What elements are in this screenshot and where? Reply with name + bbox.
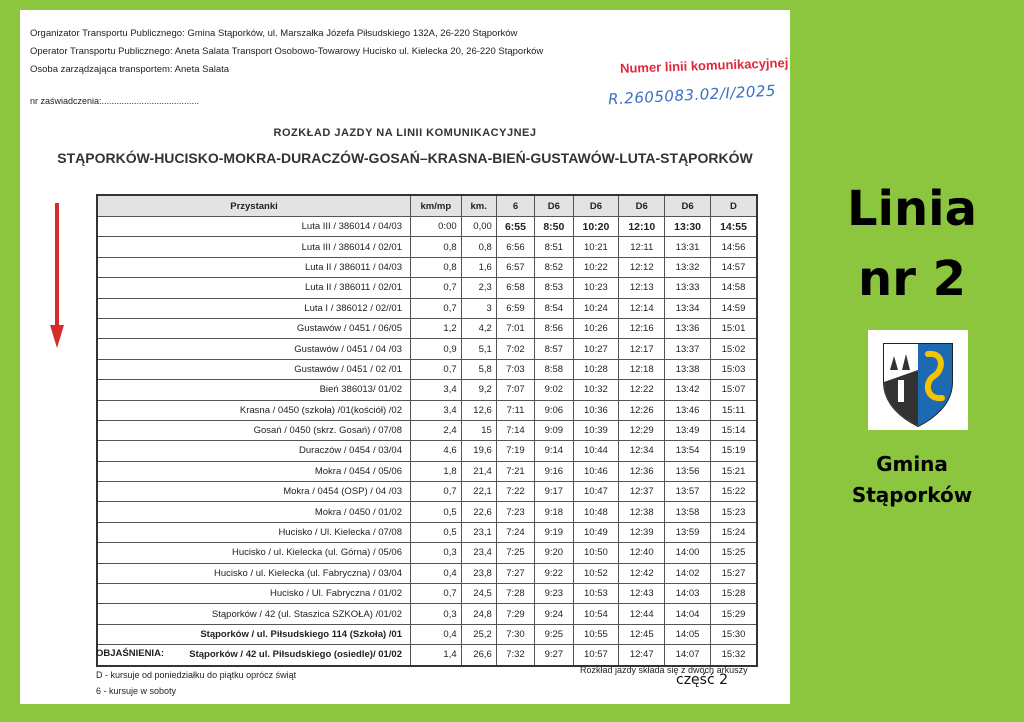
departure-time-cell: 12:42 (619, 563, 665, 583)
departure-time-cell: 15:01 (710, 318, 757, 338)
column-header: D6 (573, 195, 619, 217)
departure-time-cell: 9:18 (535, 502, 573, 522)
departure-time-cell: 10:26 (573, 318, 619, 338)
departure-time-cell: 6:57 (496, 257, 534, 277)
km-total-cell: 22,6 (461, 502, 496, 522)
km-between-cell: 1,8 (411, 461, 462, 481)
departure-time-cell: 7:32 (496, 645, 534, 666)
departure-time-cell: 8:56 (535, 318, 573, 338)
departure-time-cell: 12:10 (619, 217, 665, 237)
departure-time-cell: 13:54 (665, 441, 711, 461)
stop-name-cell: Hucisko / ul. Kielecka (ul. Fabryczna) / 03/04 (97, 563, 411, 583)
km-between-cell: 0,5 (411, 522, 462, 542)
municipality-label: Gmina (876, 452, 948, 476)
departure-time-cell: 10:46 (573, 461, 619, 481)
departure-time-cell: 10:20 (573, 217, 619, 237)
departure-time-cell: 9:06 (535, 400, 573, 420)
departure-time-cell: 10:23 (573, 278, 619, 298)
departure-time-cell: 15:32 (710, 645, 757, 666)
departure-time-cell: 15:03 (710, 359, 757, 379)
departure-time-cell: 14:56 (710, 237, 757, 257)
km-total-cell: 0,8 (461, 237, 496, 257)
km-between-cell: 0,7 (411, 359, 462, 379)
part-label: część 2 (676, 672, 729, 688)
route-title: STĄPORKÓW-HUCISKO-MOKRA-DURACZÓW-GOSAŃ–KRASNA-BIEŃ-GUSTAWÓW-LUTA-STĄPORKÓW (57, 150, 753, 166)
km-between-cell: 3,4 (411, 380, 462, 400)
departure-time-cell: 14:03 (665, 584, 711, 604)
column-header: D6 (665, 195, 711, 217)
km-total-cell: 25,2 (461, 624, 496, 644)
table-row (97, 278, 757, 298)
km-total-cell: 23,8 (461, 563, 496, 583)
stop-name-cell: Mokra / 0454 / 05/06 (97, 461, 411, 481)
departure-time-cell: 13:34 (665, 298, 711, 318)
departure-time-cell: 13:58 (665, 502, 711, 522)
table-row (97, 502, 757, 522)
km-between-cell: 0,7 (411, 278, 462, 298)
km-between-cell: 0:00 (411, 217, 462, 237)
table-row (97, 563, 757, 583)
certificate-number-line: nr zaświadczenia:....................................... (30, 96, 200, 106)
km-between-cell: 0,8 (411, 257, 462, 277)
stop-name-cell: Mokra / 0454 (OSP) / 04 /03 (97, 482, 411, 502)
departure-time-cell: 12:12 (619, 257, 665, 277)
departure-time-cell: 9:25 (535, 624, 573, 644)
stop-name-cell: Stąporków / ul. Piłsudskiego 114 (Szkoła) /01 (97, 624, 411, 644)
stop-name-cell: Luta I / 386012 / 02//01 (97, 298, 411, 318)
departure-time-cell: 12:16 (619, 318, 665, 338)
table-row (97, 522, 757, 542)
table-row (97, 217, 757, 237)
departure-time-cell: 15:25 (710, 543, 757, 563)
table-row (97, 380, 757, 400)
stop-name-cell: Stąporków / 42 (ul. Staszica SZKOŁA) /01/02 (97, 604, 411, 624)
direction-arrow-icon (50, 203, 64, 348)
table-row (97, 604, 757, 624)
departure-time-cell: 9:27 (535, 645, 573, 666)
km-between-cell: 0,7 (411, 298, 462, 318)
departure-time-cell: 7:30 (496, 624, 534, 644)
departure-time-cell: 10:44 (573, 441, 619, 461)
departure-time-cell: 14:00 (665, 543, 711, 563)
stop-name-cell: Gosań / 0450 (skrz. Gosań) / 07/08 (97, 420, 411, 440)
table-row (97, 339, 757, 359)
km-total-cell: 12,6 (461, 400, 496, 420)
km-between-cell: 0,3 (411, 543, 462, 563)
departure-time-cell: 10:49 (573, 522, 619, 542)
km-between-cell: 0,4 (411, 624, 462, 644)
departure-time-cell: 7:23 (496, 502, 534, 522)
km-between-cell: 1,2 (411, 318, 462, 338)
km-total-cell: 24,8 (461, 604, 496, 624)
departure-time-cell: 12:26 (619, 400, 665, 420)
table-row (97, 441, 757, 461)
km-total-cell: 15 (461, 420, 496, 440)
departure-time-cell: 8:54 (535, 298, 573, 318)
km-total-cell: 23,4 (461, 543, 496, 563)
departure-time-cell: 10:32 (573, 380, 619, 400)
km-total-cell: 22,1 (461, 482, 496, 502)
table-row (97, 400, 757, 420)
organizer-line: Organizator Transportu Publicznego: Gmina Stąporków, ul. Marszałka Józefa Piłsudskiego 132A, 26-220 Stąporków (30, 28, 518, 39)
departure-time-cell: 15:27 (710, 563, 757, 583)
departure-time-cell: 12:47 (619, 645, 665, 666)
departure-time-cell: 13:57 (665, 482, 711, 502)
table-row (97, 584, 757, 604)
departure-time-cell: 15:30 (710, 624, 757, 644)
departure-time-cell: 13:33 (665, 278, 711, 298)
stop-name-cell: Luta III / 386014 / 02/01 (97, 237, 411, 257)
departure-time-cell: 8:51 (535, 237, 573, 257)
departure-time-cell: 10:50 (573, 543, 619, 563)
departure-time-cell: 13:42 (665, 380, 711, 400)
table-row (97, 359, 757, 379)
table-row (97, 645, 757, 666)
timetable-title: ROZKŁAD JAZDY NA LINII KOMUNIKACYJNEJ (273, 127, 537, 139)
stop-name-cell: Hucisko / Ul. Kielecka / 07/08 (97, 522, 411, 542)
departure-time-cell: 9:17 (535, 482, 573, 502)
departure-time-cell: 15:21 (710, 461, 757, 481)
departure-time-cell: 15:29 (710, 604, 757, 624)
departure-time-cell: 10:48 (573, 502, 619, 522)
line-number: nr 2 (858, 251, 966, 307)
departure-time-cell: 10:54 (573, 604, 619, 624)
departure-time-cell: 7:25 (496, 543, 534, 563)
stop-name-cell: Stąporków / 42 ul. Piłsudskiego (osiedle)/ 01/02 (97, 645, 411, 666)
departure-time-cell: 9:23 (535, 584, 573, 604)
km-between-cell: 2,4 (411, 420, 462, 440)
km-total-cell: 3 (461, 298, 496, 318)
departure-time-cell: 9:20 (535, 543, 573, 563)
table-row (97, 461, 757, 481)
stop-name-cell: Duraczów / 0454 / 03/04 (97, 441, 411, 461)
departure-time-cell: 15:11 (710, 400, 757, 420)
departure-time-cell: 7:02 (496, 339, 534, 359)
municipality-name: Stąporków (851, 483, 973, 507)
departure-time-cell: 14:55 (710, 217, 757, 237)
table-row (97, 318, 757, 338)
departure-time-cell: 12:43 (619, 584, 665, 604)
km-total-cell: 4,2 (461, 318, 496, 338)
departure-time-cell: 8:53 (535, 278, 573, 298)
explanation-d: D - kursuje od poniedziałku do piątku oprócz świąt (96, 670, 297, 680)
departure-time-cell: 10:47 (573, 482, 619, 502)
km-total-cell: 24,5 (461, 584, 496, 604)
km-between-cell: 0,7 (411, 584, 462, 604)
departure-time-cell: 6:56 (496, 237, 534, 257)
table-row (97, 420, 757, 440)
departure-time-cell: 15:24 (710, 522, 757, 542)
departure-time-cell: 7:01 (496, 318, 534, 338)
manager-line: Osoba zarządzająca transportem: Aneta Salata (30, 64, 230, 75)
departure-time-cell: 14:05 (665, 624, 711, 644)
table-row (97, 624, 757, 644)
departure-time-cell: 14:04 (665, 604, 711, 624)
departure-time-cell: 13:30 (665, 217, 711, 237)
timetable-table (96, 194, 758, 667)
departure-time-cell: 12:29 (619, 420, 665, 440)
km-between-cell: 1,4 (411, 645, 462, 666)
departure-time-cell: 6:55 (496, 217, 534, 237)
departure-time-cell: 13:37 (665, 339, 711, 359)
departure-time-cell: 15:19 (710, 441, 757, 461)
stop-name-cell: Gustawów / 0451 / 06/05 (97, 318, 411, 338)
departure-time-cell: 12:11 (619, 237, 665, 257)
table-row (97, 257, 757, 277)
stop-name-cell: Gustawów / 0451 / 02 /01 (97, 359, 411, 379)
table-row (97, 482, 757, 502)
departure-time-cell: 7:24 (496, 522, 534, 542)
sheets-note: Rozkład jazdy składa się z dwóch arkuszy (580, 665, 748, 675)
departure-time-cell: 9:22 (535, 563, 573, 583)
departure-time-cell: 7:28 (496, 584, 534, 604)
departure-time-cell: 8:52 (535, 257, 573, 277)
explanation-six: 6 - kursuje w soboty (96, 686, 177, 696)
departure-time-cell: 8:58 (535, 359, 573, 379)
departure-time-cell: 10:36 (573, 400, 619, 420)
km-total-cell: 23,1 (461, 522, 496, 542)
km-between-cell: 0,7 (411, 482, 462, 502)
table-row (97, 543, 757, 563)
line-number-stamp-value: R.2605083.02/I/2025 (607, 81, 777, 109)
departure-time-cell: 14:02 (665, 563, 711, 583)
departure-time-cell: 10:52 (573, 563, 619, 583)
table-row (97, 298, 757, 318)
departure-time-cell: 14:59 (710, 298, 757, 318)
departure-time-cell: 12:22 (619, 380, 665, 400)
departure-time-cell: 12:40 (619, 543, 665, 563)
departure-time-cell: 12:37 (619, 482, 665, 502)
stop-name-cell: Krasna / 0450 (szkoła) /01(kościół) /02 (97, 400, 411, 420)
departure-time-cell: 13:38 (665, 359, 711, 379)
departure-time-cell: 7:27 (496, 563, 534, 583)
column-header: km/mp (411, 195, 462, 217)
departure-time-cell: 15:02 (710, 339, 757, 359)
stop-name-cell: Bień 386013/ 01/02 (97, 380, 411, 400)
departure-time-cell: 7:29 (496, 604, 534, 624)
departure-time-cell: 10:55 (573, 624, 619, 644)
departure-time-cell: 12:44 (619, 604, 665, 624)
timetable-document (20, 10, 790, 704)
departure-time-cell: 13:36 (665, 318, 711, 338)
departure-time-cell: 14:07 (665, 645, 711, 666)
km-total-cell: 0,00 (461, 217, 496, 237)
departure-time-cell: 12:34 (619, 441, 665, 461)
stop-name-cell: Hucisko / ul. Kielecka (ul. Górna) / 05/06 (97, 543, 411, 563)
departure-time-cell: 7:21 (496, 461, 534, 481)
departure-time-cell: 10:28 (573, 359, 619, 379)
stop-name-cell: Luta II / 386011 / 02/01 (97, 278, 411, 298)
coat-of-arms-icon (868, 330, 968, 430)
stop-name-cell: Mokra / 0450 / 01/02 (97, 502, 411, 522)
km-total-cell: 26,6 (461, 645, 496, 666)
departure-time-cell: 15:28 (710, 584, 757, 604)
departure-time-cell: 7:03 (496, 359, 534, 379)
column-header: D6 (619, 195, 665, 217)
departure-time-cell: 10:24 (573, 298, 619, 318)
km-total-cell: 5,8 (461, 359, 496, 379)
departure-time-cell: 7:11 (496, 400, 534, 420)
km-between-cell: 4,6 (411, 441, 462, 461)
departure-time-cell: 15:14 (710, 420, 757, 440)
column-header: 6 (496, 195, 534, 217)
table-row (97, 237, 757, 257)
departure-time-cell: 9:16 (535, 461, 573, 481)
departure-time-cell: 14:57 (710, 257, 757, 277)
km-between-cell: 0,4 (411, 563, 462, 583)
km-between-cell: 0,9 (411, 339, 462, 359)
km-total-cell: 19,6 (461, 441, 496, 461)
departure-time-cell: 10:22 (573, 257, 619, 277)
stop-name-cell: Luta III / 386014 / 04/03 (97, 217, 411, 237)
table-header-row (97, 195, 757, 217)
column-header: km. (461, 195, 496, 217)
km-total-cell: 21,4 (461, 461, 496, 481)
departure-time-cell: 15:22 (710, 482, 757, 502)
departure-time-cell: 12:17 (619, 339, 665, 359)
departure-time-cell: 10:21 (573, 237, 619, 257)
departure-time-cell: 9:14 (535, 441, 573, 461)
departure-time-cell: 6:59 (496, 298, 534, 318)
km-total-cell: 9,2 (461, 380, 496, 400)
departure-time-cell: 12:36 (619, 461, 665, 481)
departure-time-cell: 13:59 (665, 522, 711, 542)
km-between-cell: 0,3 (411, 604, 462, 624)
departure-time-cell: 15:23 (710, 502, 757, 522)
departure-time-cell: 7:07 (496, 380, 534, 400)
km-between-cell: 0,8 (411, 237, 462, 257)
departure-time-cell: 15:07 (710, 380, 757, 400)
km-between-cell: 3,4 (411, 400, 462, 420)
stop-name-cell: Luta II / 386011 / 04/03 (97, 257, 411, 277)
departure-time-cell: 6:58 (496, 278, 534, 298)
km-total-cell: 5,1 (461, 339, 496, 359)
departure-time-cell: 9:02 (535, 380, 573, 400)
column-header-stops: Przystanki (97, 195, 411, 217)
departure-time-cell: 12:38 (619, 502, 665, 522)
departure-time-cell: 7:22 (496, 482, 534, 502)
departure-time-cell: 7:14 (496, 420, 534, 440)
line-number-stamp-label: Numer linii komunikacyjnej (619, 55, 789, 76)
departure-time-cell: 12:14 (619, 298, 665, 318)
departure-time-cell: 13:31 (665, 237, 711, 257)
departure-time-cell: 10:27 (573, 339, 619, 359)
departure-time-cell: 10:57 (573, 645, 619, 666)
departure-time-cell: 13:49 (665, 420, 711, 440)
km-total-cell: 1,6 (461, 257, 496, 277)
explanations-heading: OBJAŚNIENIA: (96, 648, 165, 659)
departure-time-cell: 13:32 (665, 257, 711, 277)
departure-time-cell: 9:09 (535, 420, 573, 440)
departure-time-cell: 12:39 (619, 522, 665, 542)
stop-name-cell: Gustawów / 0451 / 04 /03 (97, 339, 411, 359)
departure-time-cell: 8:57 (535, 339, 573, 359)
departure-time-cell: 12:18 (619, 359, 665, 379)
column-header: D6 (535, 195, 573, 217)
operator-line: Operator Transportu Publicznego: Aneta Salata Transport Osobowo-Towarowy Hucisko ul. Kielecka 20, 26-220 Stąporków (30, 46, 544, 57)
departure-time-cell: 10:39 (573, 420, 619, 440)
departure-time-cell: 9:24 (535, 604, 573, 624)
column-header: D (710, 195, 757, 217)
stop-name-cell: Hucisko / Ul. Fabryczna / 01/02 (97, 584, 411, 604)
line-title: Linia (846, 181, 978, 237)
km-total-cell: 2,3 (461, 278, 496, 298)
departure-time-cell: 14:58 (710, 278, 757, 298)
departure-time-cell: 13:56 (665, 461, 711, 481)
departure-time-cell: 10:53 (573, 584, 619, 604)
departure-time-cell: 12:13 (619, 278, 665, 298)
departure-time-cell: 7:19 (496, 441, 534, 461)
departure-time-cell: 12:45 (619, 624, 665, 644)
departure-time-cell: 9:19 (535, 522, 573, 542)
departure-time-cell: 8:50 (535, 217, 573, 237)
km-between-cell: 0,5 (411, 502, 462, 522)
departure-time-cell: 13:46 (665, 400, 711, 420)
